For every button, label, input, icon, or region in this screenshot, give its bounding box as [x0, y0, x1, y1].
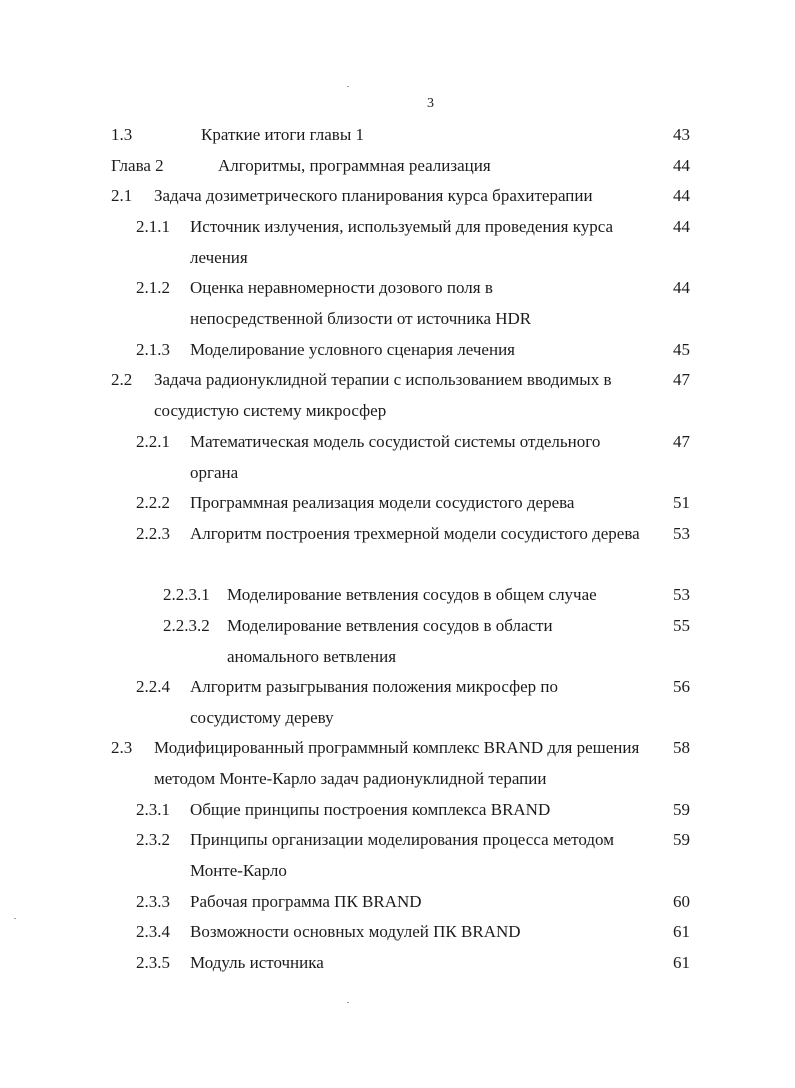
- toc-entry-title: Программная реализация модели сосудистого дерева: [190, 493, 575, 512]
- toc-entry-number: 2.2.1: [136, 432, 170, 451]
- toc-entry-title: Общие принципы построения комплекса BRAND: [190, 800, 551, 819]
- toc-entry-page: 53: [673, 524, 690, 543]
- toc-entry-number: 2.2.3.1: [163, 585, 210, 604]
- scan-speck: [347, 86, 349, 87]
- toc-entry-page: 59: [673, 830, 690, 849]
- toc-entry-title: Источник излучения, используемый для проведения курса лечения: [190, 217, 614, 267]
- toc-entry-number: 2.1.1: [136, 217, 170, 236]
- toc-entry-title: Моделирование ветвления сосудов в общем случае: [227, 585, 597, 604]
- toc-entry-number: 2.2.2: [136, 493, 170, 512]
- toc-entry-number: 2.2: [111, 370, 133, 389]
- toc-entry-page: 53: [673, 585, 690, 604]
- toc-entry-title: Возможности основных модулей ПК BRAND: [190, 922, 521, 941]
- toc-entry-number: 2.3.3: [136, 892, 170, 911]
- toc-entry-title: Моделирование условного сценария лечения: [190, 340, 515, 359]
- toc-entry-title: Модуль источника: [190, 953, 324, 972]
- toc-entry-number: 2.1.2: [136, 278, 170, 297]
- toc-entry-page: 61: [673, 922, 690, 941]
- toc-entry-page: 44: [673, 186, 690, 205]
- toc-entry-page: 47: [673, 370, 690, 389]
- toc-entry-page: 43: [673, 125, 690, 144]
- toc-entry-title: Алгоритмы, программная реализация: [218, 156, 491, 175]
- scan-speck: [14, 918, 16, 919]
- toc-entry-page: 59: [673, 800, 690, 819]
- scan-speck: [347, 1002, 349, 1003]
- toc-entry-page: 56: [673, 677, 690, 696]
- toc-entry-title: Оценка неравномерности дозового поля в непосредственной близости от источника HDR: [190, 278, 532, 328]
- toc-entry-title: Задача радионуклидной терапии с использованием вводимых в сосудистую систему микросфер: [154, 370, 612, 420]
- toc-entry-title: Модифицированный программный комплекс BRAND для решения методом Монте-Карло задач радионуклидной терапии: [154, 738, 640, 788]
- toc-entry-number: 2.2.3: [136, 524, 170, 543]
- toc-entry-title: Рабочая программа ПК BRAND: [190, 892, 422, 911]
- toc-entry-page: 44: [673, 217, 690, 236]
- toc-entry-page: 44: [673, 278, 690, 297]
- toc-entry-number: 2.2.4: [136, 677, 170, 696]
- toc-entry-number: 1.3: [111, 125, 133, 144]
- toc-entry-title: Математическая модель сосудистой системы отдельного органа: [190, 432, 601, 482]
- toc-entry-page: 60: [673, 892, 690, 911]
- toc-entry-number: 2.3.5: [136, 953, 170, 972]
- toc-entry-page: 61: [673, 953, 690, 972]
- toc-entry-number: 2.1: [111, 186, 133, 205]
- toc-entry-number: 2.3.1: [136, 800, 170, 819]
- toc-entry-page: 58: [673, 738, 690, 757]
- toc-entry-page: 55: [673, 616, 690, 635]
- toc-entry-page: 47: [673, 432, 690, 451]
- toc-entry-title: Алгоритм построения трехмерной модели сосудистого дерева: [190, 524, 640, 543]
- toc-entry-number: 2.2.3.2: [163, 616, 210, 635]
- page-number: 3: [427, 96, 434, 111]
- toc-entry-title: Моделирование ветвления сосудов в области аномального ветвления: [227, 616, 553, 666]
- toc-entry-number: 2.3.2: [136, 830, 170, 849]
- toc-entry-number: 2.3.4: [136, 922, 170, 941]
- toc-entry-page: 51: [673, 493, 690, 512]
- toc-entry-title: Принципы организации моделирования процесса методом Монте-Карло: [190, 830, 614, 880]
- toc-entry-number: 2.1.3: [136, 340, 170, 359]
- toc-entry-title: Алгоритм разыгрывания положения микросфер по сосудистому дереву: [190, 677, 558, 727]
- toc-entry-page: 44: [673, 156, 690, 175]
- toc-entry-title: Задача дозиметрического планирования курса брахитерапии: [154, 186, 593, 205]
- toc-entry-page: 45: [673, 340, 690, 359]
- toc-entry-number: Глава 2: [111, 156, 164, 175]
- toc-entry-title: Краткие итоги главы 1: [201, 125, 364, 144]
- toc-entry-number: 2.3: [111, 738, 133, 757]
